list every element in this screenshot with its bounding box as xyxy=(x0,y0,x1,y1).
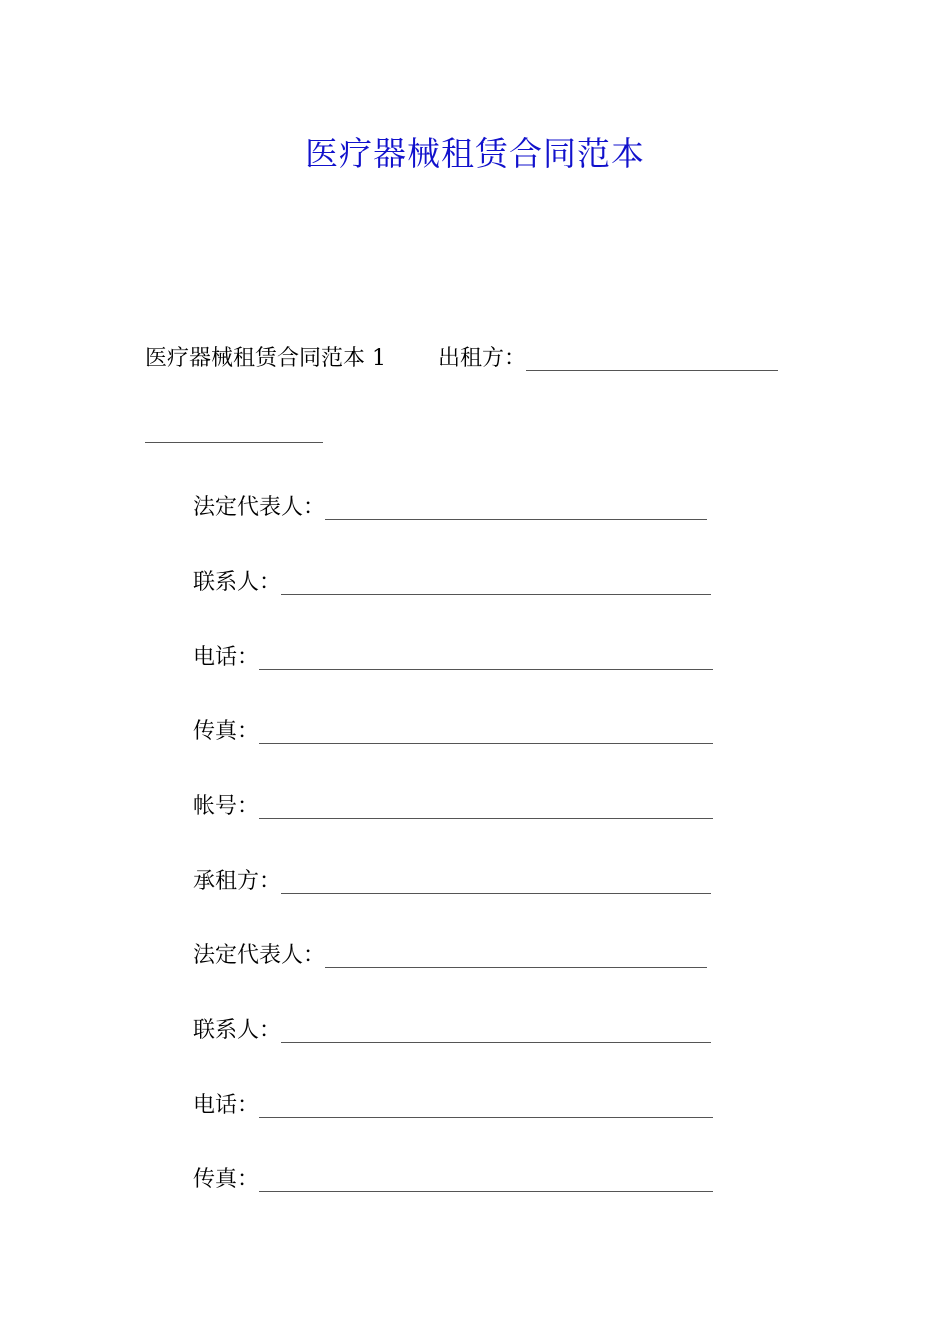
field-label: 传真： xyxy=(193,1167,260,1192)
field-blank[interactable] xyxy=(281,572,711,595)
field-label: 传真： xyxy=(193,719,260,744)
field-row-lessor-fax xyxy=(193,717,713,747)
field-label: 承租方： xyxy=(193,869,282,894)
document-title: 医疗器械租赁合同范本 xyxy=(305,134,645,173)
field-row-lessee-contact xyxy=(193,1016,711,1046)
field-label: 联系人： xyxy=(193,1018,282,1043)
lessor-label: 出租方： xyxy=(438,346,527,371)
field-row-lessor-account xyxy=(193,792,713,822)
field-label: 电话： xyxy=(193,645,260,670)
field-label: 帐号： xyxy=(193,794,260,819)
intro-line xyxy=(145,344,778,374)
field-label: 法定代表人： xyxy=(193,495,326,520)
intro-label: 医疗器械租赁合同范本 1 xyxy=(145,346,386,371)
field-label: 电话： xyxy=(193,1093,260,1118)
lessor-blank[interactable] xyxy=(526,348,778,371)
field-row-lessee-phone xyxy=(193,1091,713,1121)
field-row-lessee-legal-rep xyxy=(193,941,707,971)
field-row-lessor-legal-rep xyxy=(193,493,707,523)
field-row-lessee xyxy=(193,867,711,897)
lessor-blank-continuation[interactable] xyxy=(145,442,323,443)
field-row-lessor-phone xyxy=(193,643,713,673)
field-label: 联系人： xyxy=(193,570,282,595)
field-blank[interactable] xyxy=(325,497,707,520)
field-blank[interactable] xyxy=(259,1095,713,1118)
field-row-lessor-contact xyxy=(193,568,711,598)
field-blank[interactable] xyxy=(281,1020,711,1043)
field-blank[interactable] xyxy=(259,647,713,670)
field-blank[interactable] xyxy=(325,945,707,968)
field-blank[interactable] xyxy=(259,796,713,819)
field-label: 法定代表人： xyxy=(193,943,326,968)
field-row-lessee-fax xyxy=(193,1165,713,1195)
field-blank[interactable] xyxy=(259,721,713,744)
field-blank[interactable] xyxy=(281,871,711,894)
field-blank[interactable] xyxy=(259,1169,713,1192)
